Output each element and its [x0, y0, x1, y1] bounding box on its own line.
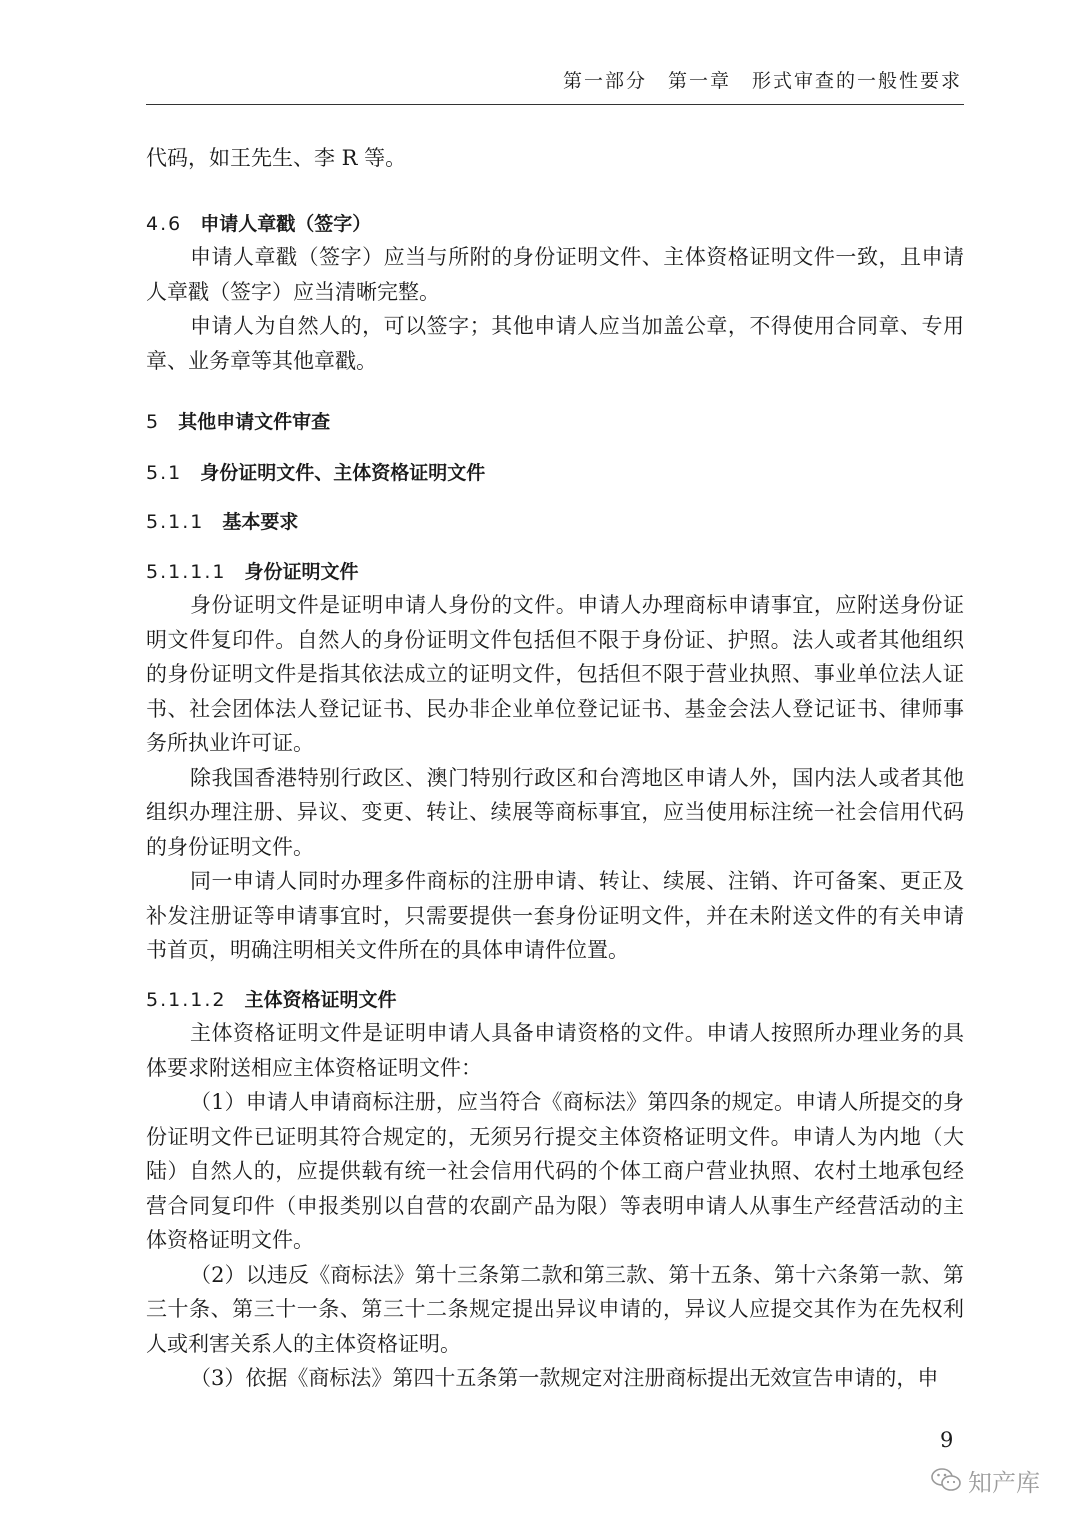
- body-block-5-1-1-1: [146, 588, 964, 968]
- wechat-icon: [930, 1467, 962, 1493]
- paragraph: 主体资格证明文件是证明申请人具备申请资格的文件。申请人按照所办理业务的具体要求附送相应主体资格证明文件：: [146, 1021, 964, 1080]
- heading-text: 身份证明文件、主体资格证明文件: [200, 462, 486, 484]
- paragraph: （2）以违反《商标法》第十三条第二款和第三款、第十五条、第十六条第一款、第三十条、第三十一条、第三十二条规定提出异议申请的，异议人应提交其作为在先权利人或利害关系人的主体资格证明。: [146, 1262, 964, 1356]
- header-rule: [146, 104, 964, 105]
- heading-5-1-1-1: [146, 557, 964, 587]
- body-block-top: [146, 141, 964, 176]
- heading-text: 主体资格证明文件: [244, 989, 397, 1011]
- heading-text: 申请人章戳（签字）: [200, 213, 372, 235]
- paragraph: 身份证明文件是证明申请人身份的文件。申请人办理商标申请事宜，应附送身份证明文件复印件。自然人的身份证明文件包括但不限于身份证、护照。法人或者其他组织的身份证明文件是指其依法成立的证明文件，包括但不限于营业执照、事业单位法人证书、社会团体法人登记证书、民办非企业单位登记证书、基金会法人登记证书、律师事务所执业许可证。: [146, 593, 964, 755]
- watermark: [930, 1462, 1040, 1498]
- heading-text: 基本要求: [222, 511, 299, 533]
- paragraph: 申请人为自然人的，可以签字；其他申请人应当加盖公章，不得使用合同章、专用章、业务章等其他章戳。: [146, 314, 964, 373]
- heading-number: 4.6: [146, 213, 183, 235]
- paragraph: 申请人章戳（签字）应当与所附的身份证明文件、主体资格证明文件一致，且申请人章戳（签字）应当清晰完整。: [146, 245, 964, 304]
- heading-number: 5: [146, 411, 161, 433]
- paragraph: 除我国香港特别行政区、澳门特别行政区和台湾地区申请人外，国内法人或者其他组织办理注册、异议、变更、转让、续展等商标事宜，应当使用标注统一社会信用代码的身份证明文件。: [146, 765, 964, 859]
- page-number: 9: [940, 1428, 954, 1452]
- heading-number: 5.1.1: [146, 511, 205, 533]
- watermark-text: 知产库: [968, 1468, 1040, 1497]
- paragraph: （3）依据《商标法》第四十五条第一款规定对注册商标提出无效宣告申请的，申: [190, 1366, 939, 1390]
- heading-text: 其他申请文件审查: [178, 411, 331, 433]
- running-header: 第一部分 第一章 形式审查的一般性要求: [562, 70, 962, 92]
- heading-5-1-1-2: [146, 985, 964, 1015]
- heading-5-1: [146, 458, 964, 488]
- heading-number: 5.1: [146, 462, 183, 484]
- paragraph: （1）申请人申请商标注册，应当符合《商标法》第四条的规定。申请人所提交的身份证明文件已证明其符合规定的，无须另行提交主体资格证明文件。申请人为内地（大陆）自然人的，应提供载有统一社会信用代码的个体工商户营业执照、农村土地承包经营合同复印件（申报类别以自营的农副产品为限）等表明申请人从事生产经营活动的主体资格证明文件。: [146, 1090, 964, 1252]
- paragraph: 代码，如王先生、李 R 等。: [146, 146, 407, 170]
- heading-number: 5.1.1.2: [146, 989, 227, 1011]
- body-block-5-1-1-2: [146, 1016, 964, 1396]
- heading-5-1-1: [146, 507, 964, 537]
- paragraph: 同一申请人同时办理多件商标的注册申请、转让、续展、注销、许可备案、更正及补发注册证等申请事宜时，只需要提供一套身份证明文件，并在未附送文件的有关申请书首页，明确注明相关文件所在的具体申请件位置。: [146, 869, 964, 962]
- heading-text: 身份证明文件: [244, 561, 359, 583]
- heading-4-6: [146, 209, 964, 239]
- heading-5: [146, 407, 964, 437]
- body-block-4-6: [146, 240, 964, 378]
- heading-number: 5.1.1.1: [146, 561, 227, 583]
